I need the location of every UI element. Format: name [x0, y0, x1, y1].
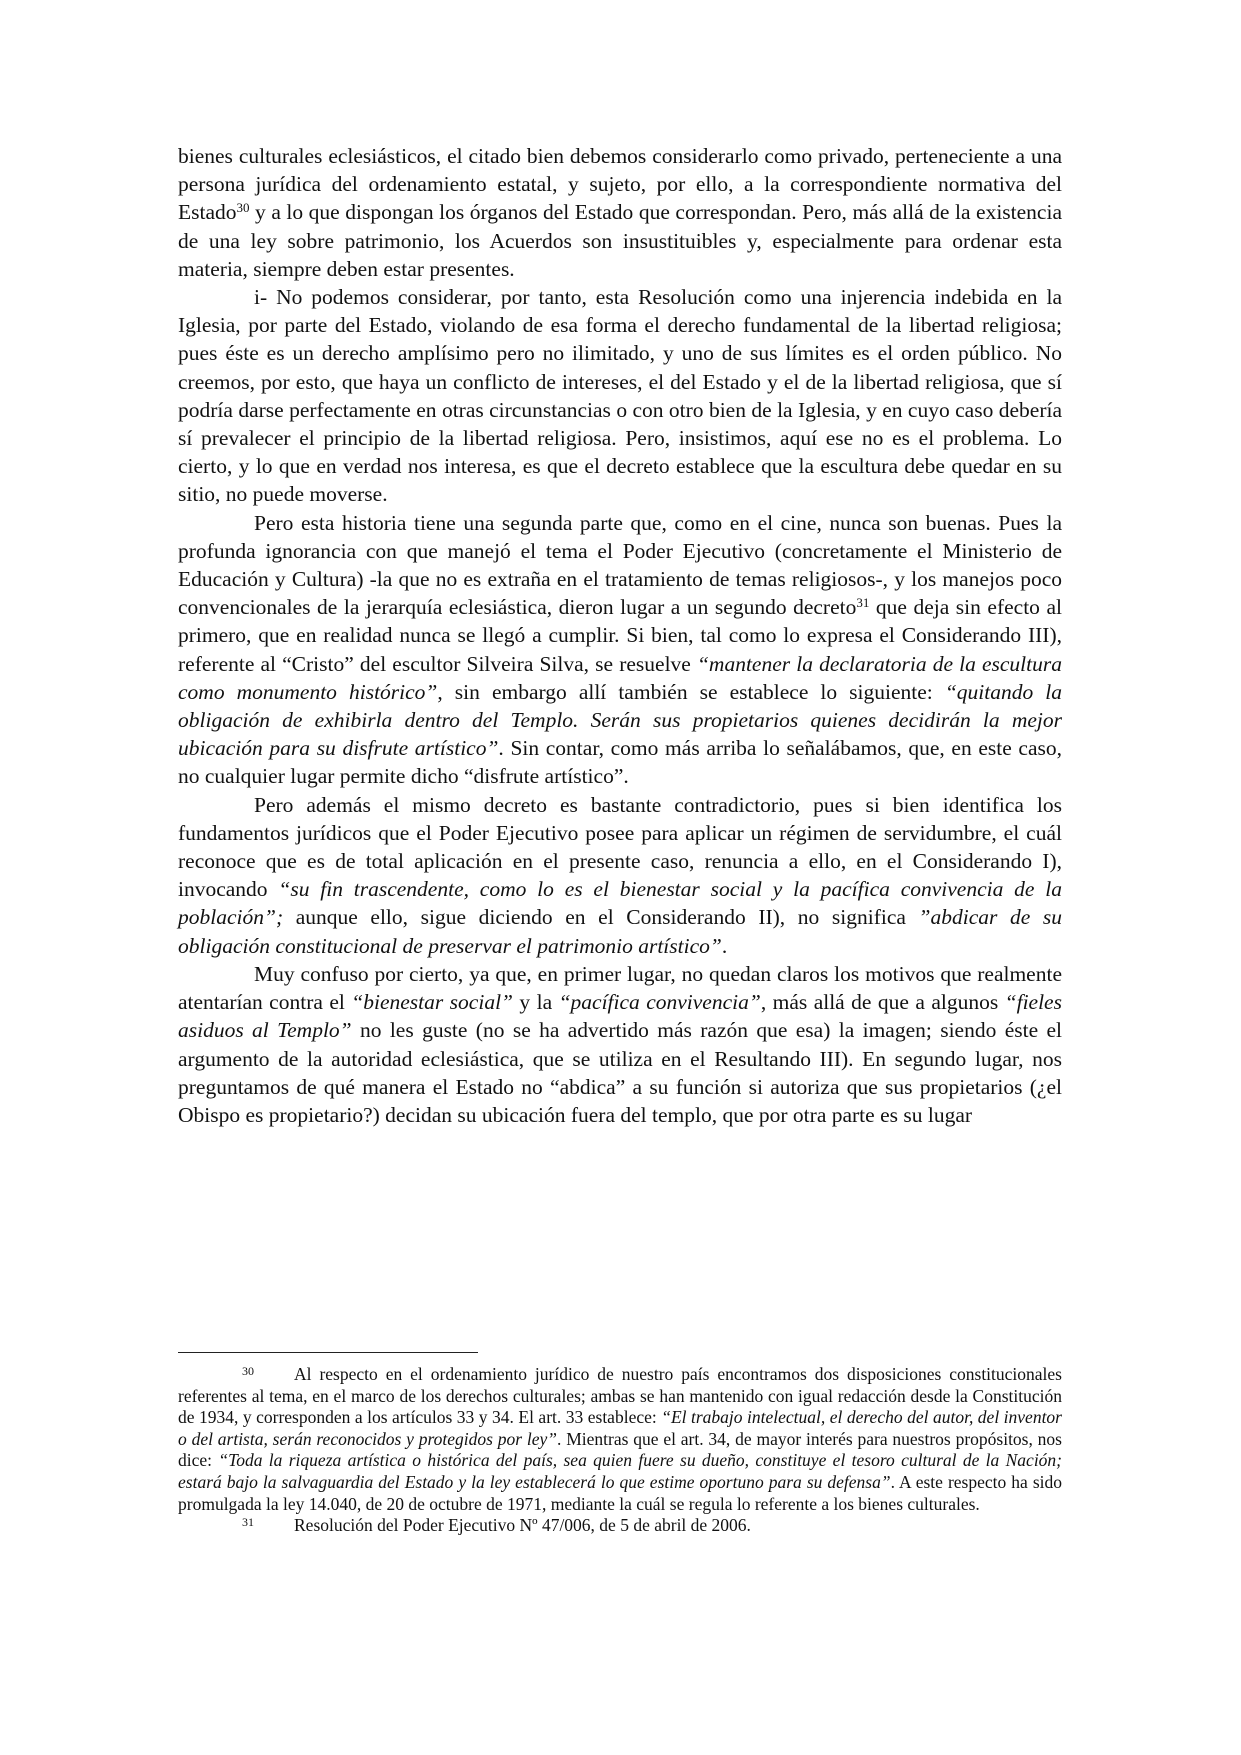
text-run: .: [721, 933, 728, 958]
paragraph: [178, 960, 1062, 1129]
text-run: aunque ello, sigue diciendo en el Considerando II), no significa: [283, 905, 919, 930]
quoted-text: “El trabajo intelectual, el derecho del autor, del inventor o del artista, serán reconocidos y protegidos por ley”: [178, 1407, 1062, 1449]
paragraph: [178, 142, 1062, 283]
text-run: Pero esta historia tiene una segunda parte que, como en el cine, nunca son buenas. Pues la profunda ignorancia con que manejó el tema el Poder Ejecutivo (concretamente el Ministerio de Educación y Cultura) -la que no es extraña en el tratamiento de temas religiosos-, y los manejos poco convencionales de la jerarquía eclesiástica, dieron lugar a un segundo decreto: [178, 510, 1062, 620]
text-run: Resolución del Poder Ejecutivo Nº 47/006, de 5 de abril de 2006.: [294, 1515, 751, 1536]
footnotes: [178, 1364, 1062, 1537]
footnote-separator: [178, 1352, 478, 1353]
footnote-reference: 30: [236, 200, 250, 216]
paragraph: [178, 509, 1062, 791]
quoted-text: “fieles asiduos al Templo”: [178, 990, 1062, 1043]
footnote: [178, 1364, 1062, 1515]
body-text: [178, 142, 1062, 1129]
footnote-number: 30: [242, 1364, 254, 1378]
text-run: Muy confuso por cierto, ya que, en primer lugar, no quedan claros los motivos que realmente atentarían contra el: [178, 961, 1062, 1015]
text-run: i- No podemos considerar, por tanto, esta Resolución como una injerencia indebida en la Iglesia, por parte del Estado, violando de esa forma el derecho fundamental de la libertad religiosa; pues éste es un derecho amplísimo pero no ilimitado, y uno de sus límites es el orden público. No creemos, por esto, que haya un conflicto de intereses, el del Estado y el de la libertad religiosa, que sí podría darse perfectamente en otras circunstancias o con otro bien de la Iglesia, y en cuyo caso debería sí prevalecer el principio de la libertad religiosa. Pero, insistimos, aquí ese no es el problema. Lo cierto, y lo que en verdad nos interesa, es que el decreto establece que la escultura debe quedar en su sitio, no puede moverse.: [178, 285, 1062, 507]
text-run: no les guste (no se ha advertido más razón que esa) la imagen; siendo éste el argumento de la autoridad eclesiástica, que se utiliza en el Resultando III). En segundo lugar, nos preguntamos de qué manera el Estado no “abdica” a su función si autoriza que sus propietarios (¿el Obispo es propietario?) decidan su ubicación fuera del templo, que por otra parte es su lugar: [178, 1018, 1062, 1127]
paragraph: [178, 791, 1062, 960]
quoted-text: “mantener la declaratoria de la escultura como monumento histórico”: [178, 651, 1062, 704]
text-run: , sin embargo allí también se establece lo siguiente:: [437, 679, 945, 704]
quoted-text: “bienestar social”: [351, 990, 513, 1015]
paragraph: [178, 283, 1062, 509]
text-run: , más allá de que a algunos: [760, 990, 1005, 1015]
quoted-text: “Toda la riqueza artística o histórica del país, sea quien fuere su dueño, constituye el tesoro cultural de la Nación; estará bajo la salvaguardia del Estado y la ley establecerá lo que estime oportuno para su defensa”: [178, 1450, 1063, 1492]
quoted-text: “pacífica convivencia”: [558, 990, 761, 1015]
footnote: [178, 1515, 1062, 1537]
footnote-reference: 31: [856, 595, 870, 611]
quoted-text: “quitando la obligación de exhibirla dentro del Templo. Serán sus propietarios quienes decidirán la mejor ubicación para su disfrute artístico”: [178, 679, 1062, 761]
text-run: y a lo que dispongan los órganos del Estado que correspondan. Pero, más allá de la existencia de una ley sobre patrimonio, los Acuerdos son insustituibles y, especialmente para ordenar esta materia, siempre deben estar presentes.: [178, 200, 1062, 281]
text-run: que deja sin efecto al primero, que en realidad nunca se llegó a cumplir. Si bien, tal como lo expresa el Considerando III), referente al “Cristo” del escultor Silveira Silva, se resuelve: [178, 595, 1062, 676]
text-run: . Sin contar, como más arriba lo señalábamos, que, en este caso, no cualquier lugar permite dicho “disfrute artístico”.: [178, 736, 1062, 789]
text-run: bienes culturales eclesiásticos, el citado bien debemos considerarlo como privado, perteneciente a una persona jurídica del ordenamiento estatal, y sujeto, por ello, a la correspondiente normativa del Estado: [178, 144, 1062, 225]
text-run: y la: [513, 990, 559, 1015]
text-run: . A este respecto ha sido promulgada la ley 14.040, de 20 de octubre de 1971, mediante la cuál se regula lo referente a los bienes culturales.: [178, 1471, 1063, 1514]
text-run: Al respecto en el ordenamiento jurídico de nuestro país encontramos dos disposiciones constitucionales referentes al tema, en el marco de los derechos culturales; ambas se han mantenido con igual redacción desde la Constitución de 1934, y corresponden a los artículos 33 y 34. El art. 33 establece:: [178, 1364, 1062, 1428]
quoted-text: “su fin trascendente, como lo es el bienestar social y la pacífica convivencia de la población”;: [178, 877, 1062, 930]
quoted-text: ”abdicar de su obligación constitucional de preservar el patrimonio artístico”: [178, 905, 1062, 958]
footnote-number: 31: [242, 1515, 254, 1530]
text-run: Pero además el mismo decreto es bastante contradictorio, pues si bien identifica los fundamentos jurídicos que el Poder Ejecutivo posee para aplicar un régimen de servidumbre, el cuál reconoce que es de total aplicación en el presente caso, renuncia a ello, en el Considerando I), invocando: [178, 792, 1062, 902]
text-run: . Mientras que el art. 34, de mayor interés para nuestros propósitos, nos dice:: [178, 1428, 1062, 1471]
